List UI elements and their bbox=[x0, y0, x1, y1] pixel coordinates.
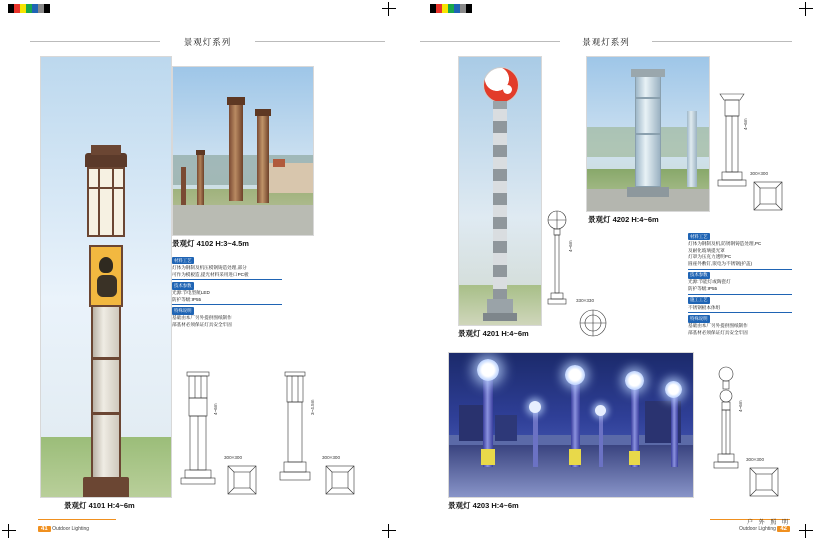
product-photo-4101 bbox=[40, 56, 172, 498]
crop-mark bbox=[805, 2, 806, 16]
caption-4202: 景观灯 4202 H:4~6m bbox=[588, 215, 659, 224]
dim-base-4202: 300×300 bbox=[750, 171, 769, 176]
base-drawing-4102 bbox=[320, 460, 360, 498]
technical-drawing-4101 bbox=[175, 368, 221, 488]
crop-mark bbox=[382, 530, 396, 531]
crop-mark bbox=[799, 530, 813, 531]
spec-group: 材料工艺 灯体为钢制及机压模钢铸造处理,部分 可作为模板造,提光材料采用进口PC板 bbox=[172, 257, 249, 277]
registration-bar-left bbox=[8, 4, 50, 13]
technical-drawing-4203 bbox=[706, 364, 746, 476]
spec-group: 特殊说明 基础由本厂另外提供图纸制作 部基材必须保证灯具安全牢固 bbox=[172, 307, 232, 327]
spec-block-4102 bbox=[172, 256, 282, 329]
crop-mark bbox=[805, 524, 806, 538]
technical-drawing-4201 bbox=[540, 208, 574, 310]
crop-mark bbox=[382, 8, 396, 9]
dim-base-4201: 330×330 bbox=[576, 298, 595, 303]
page-number-left: 41 bbox=[38, 526, 51, 532]
crop-mark bbox=[2, 530, 16, 531]
spec-group: 施工工艺 不锈钢板本体组 bbox=[688, 297, 721, 310]
base-drawing-4203 bbox=[744, 462, 784, 500]
dim-height-4101: 4~6m bbox=[213, 403, 218, 415]
footer-right-en: Outdoor Lighting bbox=[738, 526, 776, 532]
page-number-right: 42 bbox=[777, 526, 790, 532]
spec-group: 特殊说明 基础由本厂另外提供图纸制作 部基材必须保证灯具安全牢固 bbox=[688, 315, 748, 335]
product-photo-4202 bbox=[586, 56, 710, 212]
product-photo-4201 bbox=[458, 56, 542, 326]
right-page-header: 景观灯系列 bbox=[420, 36, 792, 48]
footer-right-cn: 户 外 照 明 bbox=[746, 520, 790, 526]
dim-height-4102: 3~4.5m bbox=[310, 399, 315, 415]
spec-group: 技术参数 光源:节电型航LED 防护等级:IP55 bbox=[172, 282, 210, 302]
product-photo-4203 bbox=[448, 352, 694, 498]
registration-bar-right bbox=[430, 4, 472, 13]
caption-4101: 景观灯 4101 H:4~6m bbox=[64, 501, 135, 510]
spec-group: 技术参数 光源:节能灯或陶瓷灯 防护等级:IP55 bbox=[688, 272, 731, 292]
caption-4201: 景观灯 4201 H:4~6m bbox=[458, 329, 529, 338]
dim-base-4203: 300×300 bbox=[746, 457, 765, 462]
crop-mark bbox=[799, 8, 813, 9]
caption-4102: 景观灯 4102 H:3~4.5m bbox=[172, 239, 249, 248]
spec-block-4202 bbox=[688, 232, 792, 336]
dim-base-4101: 300×300 bbox=[224, 455, 243, 460]
caption-4203: 景观灯 4203 H:4~6m bbox=[448, 501, 519, 510]
crop-mark bbox=[388, 2, 389, 16]
technical-drawing-4202 bbox=[712, 84, 752, 192]
dim-height-4201: 4~6m bbox=[568, 240, 573, 252]
footer-left-en: Outdoor Lighting bbox=[52, 526, 90, 532]
crop-mark bbox=[388, 524, 389, 538]
base-drawing-4201 bbox=[576, 306, 610, 340]
dim-base-4102: 300×300 bbox=[322, 455, 341, 460]
dim-height-4203: 4~6m bbox=[738, 400, 743, 412]
product-photo-4102 bbox=[172, 66, 314, 236]
crop-mark bbox=[8, 524, 9, 538]
technical-drawing-4102 bbox=[272, 368, 318, 488]
footer-left bbox=[38, 526, 89, 532]
footer-right bbox=[739, 517, 790, 532]
dim-height-4202: 4~6m bbox=[743, 118, 748, 130]
base-drawing-4101 bbox=[222, 460, 262, 498]
left-page-header: 景观灯系列 bbox=[30, 36, 385, 48]
base-drawing-4202 bbox=[748, 176, 788, 214]
spec-group: 材料工艺 灯体为钢制及机,防锈钢铸造处理,PC 及耐化玻璃提光罩 灯罩为压克力透明PC 圆座外敷钉,嵌电为不锈钢(护盖) bbox=[688, 233, 762, 266]
